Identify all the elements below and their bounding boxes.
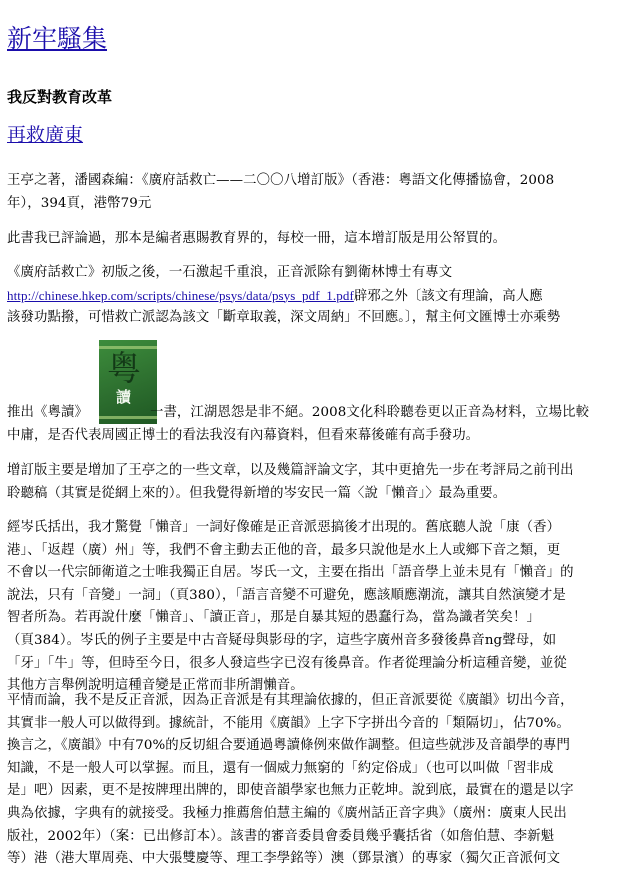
paragraph-line: 年），394頁，港幣79元 <box>7 195 152 211</box>
paragraph-line: 「牙」「牛」等，但時至今日，很多人發這些字已沒有後鼻音。作者從理論分析這種音變，並從 <box>7 655 567 671</box>
intro-paragraph <box>7 228 629 251</box>
lazy-sound-paragraph <box>7 517 629 698</box>
site-title-link[interactable]: 新牢騷集 <box>7 24 108 53</box>
paragraph-line: 版社，2002年）（案：已出修訂本）。該書的審音委員會委員幾乎囊括省（如詹伯慧、李新魁 <box>7 828 555 844</box>
paragraph-line: 聆聽稿（其實是從網上來的）。但我覺得新增的岑安民一篇〈說「懶音」〉最為重要。 <box>7 485 507 501</box>
paragraph-line: 中庸，是否代表周國正博士的看法我沒有內幕資料，但看來幕後確有高手發功。 <box>7 427 480 443</box>
site-subtitle: 我反對教育改革 <box>7 88 113 106</box>
paragraph-line: 增訂版主要是增加了王亭之的一些文章，以及幾篇評論文字，其中更搶先一步在考評局之前刊出 <box>7 463 574 478</box>
paragraph-line <box>7 285 629 308</box>
book-line-after: 一書，江湖恩怨是非不絕。2008文化科聆聽卷更以正音為材料，立場比較 <box>149 405 590 420</box>
cover-calligraphy-icon: 粤 <box>107 349 141 389</box>
link-paragraph <box>7 262 629 330</box>
paragraph-line: 平情而論，我不是反正音派，因為正音派是有其理論依據的，但正音派要從《廣韻》切出今音， <box>7 693 574 708</box>
link-trailing-text: 辟邪之外〔該文有理論，高人應 <box>353 288 543 304</box>
paragraph-line: 其實非一般人可以做得到。據統計，不能用《廣韻》上字下字拼出今音的「類隔切」，佔70%。 <box>7 715 570 731</box>
paragraph-line: （頁384）。岑氏的例子主要是中古音疑母與影母的字，這些字廣州音多發後鼻音ng聲母，如 <box>7 632 557 648</box>
paragraph-line: 知識，不是一般人可以掌握。而且，還有一個威力無窮的「約定俗成」（也可以叫做「習非成 <box>7 760 554 776</box>
paragraph-line: 換言之，《廣韻》中有70%的反切組合要通過粵讀條例來做作調整。但這些就涉及音韻學的專門 <box>7 738 570 754</box>
paragraph-line: 王亭之著，潘國森編：《廣府話救亡——二〇〇八增訂版》（香港：粵語文化傳播協會，2008 <box>7 173 555 188</box>
paragraph-line <box>7 402 629 425</box>
edition-paragraph <box>7 460 629 505</box>
paragraph-line: 《廣府話救亡》初版之後，一石激起千重浪，正音派除有劉衛林博士有專文 <box>7 265 453 280</box>
paragraph-line: 其他方言舉例說明這種音變是正常而非所謂懶音。 <box>7 678 304 694</box>
conclusion-paragraph <box>7 690 629 871</box>
paragraph-line: 說法，只有「音變」一詞」（頁380），「語言音變不可避免，應該順應潮流，讓其自然演變才是 <box>7 587 566 603</box>
paragraph-line: 典為依據，字典有的就接受。我極力推薦詹伯慧主編的《廣州話正音字典》（廣州：廣東人民出 <box>7 805 567 821</box>
pdf-article-link[interactable]: http://chinese.hkep.com/scripts/chinese/psys/data/psys_pdf_1.pdf <box>7 287 354 303</box>
paragraph-line: 此書我已評論過，那本是編者惠賜教育界的，每校一冊，這本增訂版是用公帑買的。 <box>7 231 507 246</box>
paragraph-line: 等）港（港大單周堯、中大張雙慶等、理工李學銘等）澳（鄧景濱）的專家（獨欠正音派何文 <box>7 851 561 867</box>
paragraph-line: 是」吧）因素，更不是按牌理出牌的，即使音韻學家也無力正乾坤。說到底，最實在的還是以字 <box>7 783 574 799</box>
paragraph-line: 該發功點撥，可惜救亡派認為該文「斷章取義，深文周納」不回應。〕，幫主何文匯博士亦乘勢 <box>7 310 561 326</box>
cover-title: 讀 <box>116 388 132 406</box>
paragraph-line: 不會以一代宗師衛道之士唯我獨正自居。岑氏一文，主要在指出「語音學上並未見有「懶音」的 <box>7 565 574 581</box>
paragraph-line: 經岑氏括出，我才驚覺「懶音」一詞好像確是正音派惡搞後才出現的。舊底聽人說「康（香） <box>7 520 561 535</box>
citation-paragraph <box>7 170 629 215</box>
book-line-before: 推出《粵讀》 <box>7 405 88 420</box>
post-title-link[interactable]: 再救廣東 <box>7 124 84 146</box>
paragraph-line: 港」、「返趕（廣）州」等，我們不會主動去正他的音，最多只說他是水上人或鄉下音之類，更 <box>7 542 561 558</box>
book-paragraph <box>7 402 629 447</box>
paragraph-line: 智者所為。若再說什麼「懶音」、「讀正音」，那是自暴其短的愚蠢行為，當為識者笑矣！」 <box>7 610 541 626</box>
